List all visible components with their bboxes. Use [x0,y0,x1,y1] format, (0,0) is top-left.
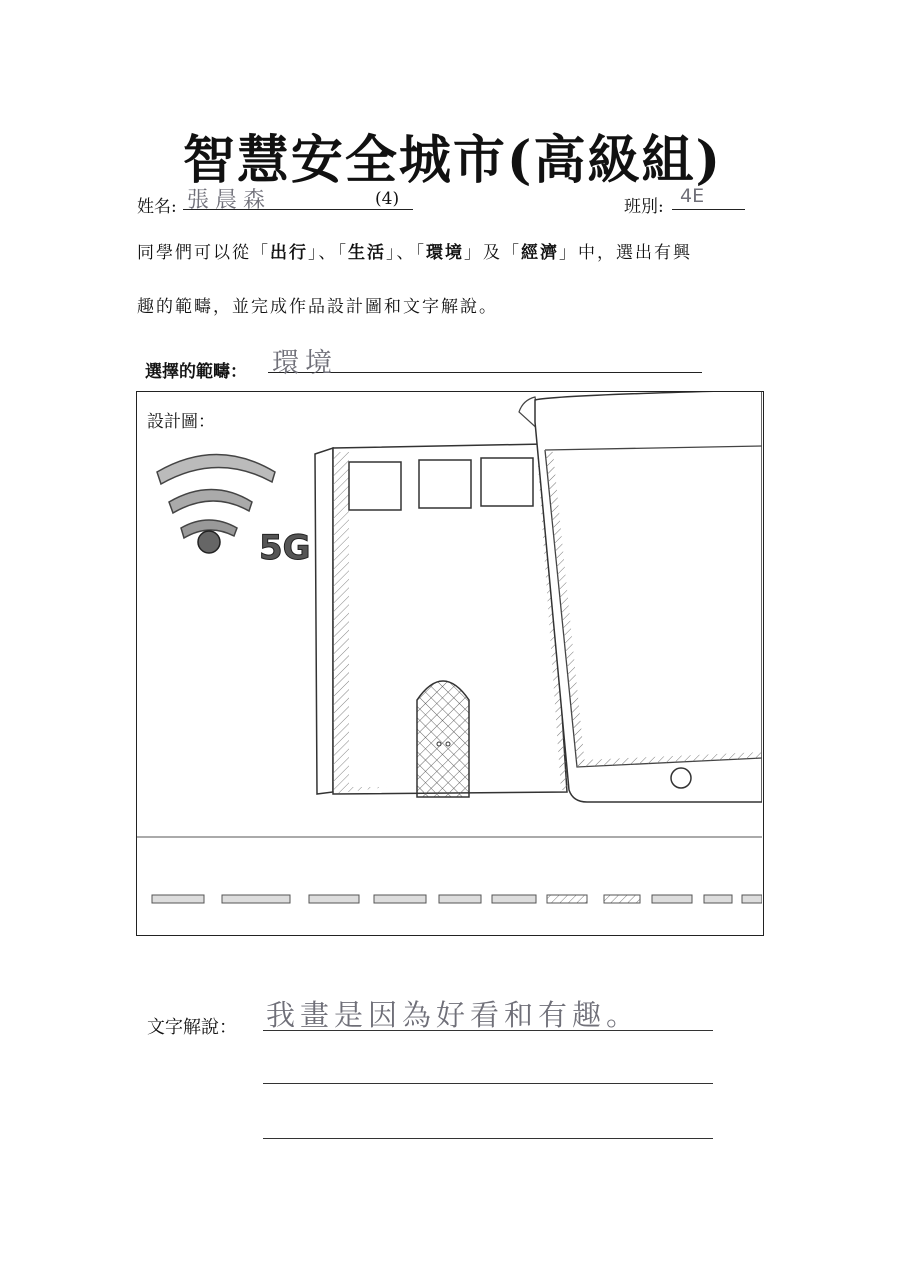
category-travel: 出行 [270,243,308,263]
name-label: 姓名: [137,197,177,217]
instr-sep: 」、「 [386,243,426,263]
design-label: 設計圖： [147,412,215,432]
name-field[interactable] [183,185,413,213]
instr-sep: 」及「 [464,243,521,263]
design-frame [136,391,764,936]
explanation-text: 我畫是因為好看和有趣。 [266,998,641,1032]
category-value: 環境 [272,348,338,379]
instr-sep: 」、「 [308,243,348,263]
5g-label: 5G [259,528,311,568]
explanation-line-2[interactable] [263,1083,713,1084]
design-drawing [137,392,762,934]
instr-text: 同學們可以從「 [137,243,270,263]
category-economy: 經濟 [521,243,559,263]
explanation-line-3[interactable] [263,1138,713,1139]
building-drawing [315,444,569,797]
name-value: 張晨森 [187,188,272,213]
instructions-line-1 [137,245,692,262]
category-label: 選擇的範疇： [145,362,247,382]
class-value: 4E [680,185,705,207]
class-number: (4) [375,189,400,209]
category-environment: 環境 [426,243,464,263]
category-life: 生活 [348,243,386,263]
class-label: 班別: [624,197,664,217]
instr-text: 」中，選出有興 [559,243,692,263]
class-field[interactable] [672,185,745,210]
instructions-line-2: 趣的範疇，並完成作品設計圖和文字解說。 [137,297,498,317]
category-field[interactable] [268,345,702,379]
wifi-signal-icon [157,455,275,554]
page-title: 智慧安全城市(高級組) [182,130,723,191]
explanation-label: 文字解說： [147,1017,237,1038]
road-markings [152,895,762,903]
